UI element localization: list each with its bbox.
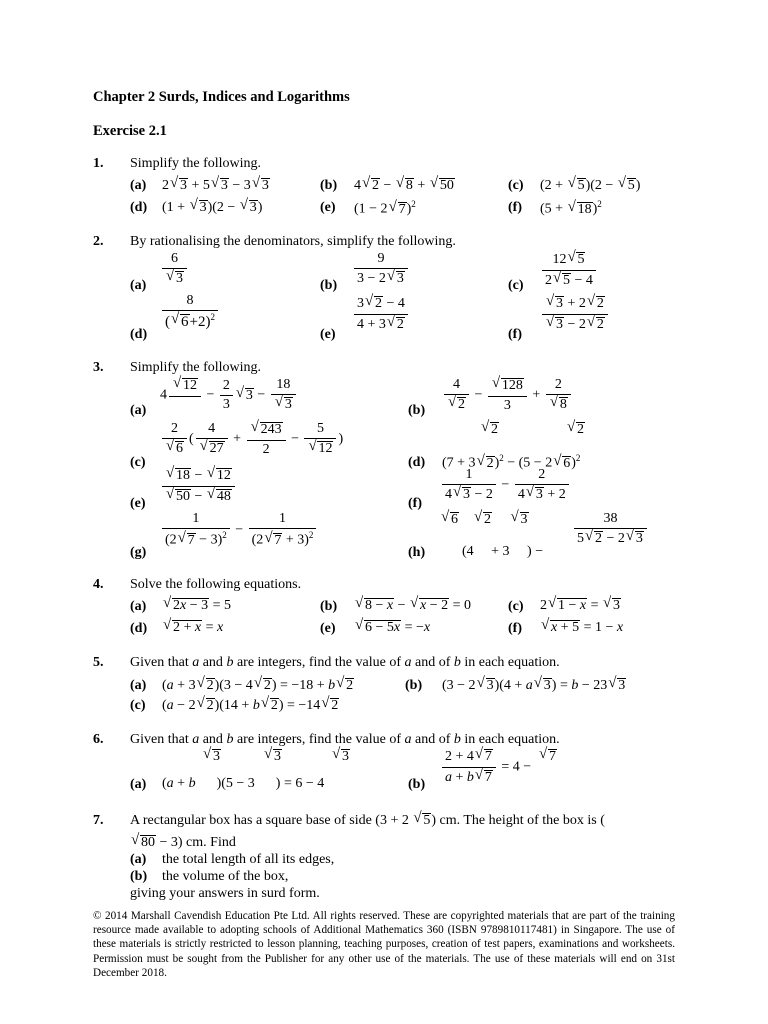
q5-number: 5. <box>93 655 104 670</box>
q2-label-c: (c) <box>508 278 524 293</box>
q7-part-b: the volume of the box, <box>162 869 289 884</box>
q6-label-a: (a) <box>130 777 147 792</box>
q4-expr-a: √ 2x − 3 = 5 <box>162 598 231 614</box>
q4-label-d: (d) <box>130 621 148 636</box>
q2-label-d: (d) <box>130 327 148 342</box>
q1-number: 1. <box>93 156 104 171</box>
q5-expr-b: (3 − 2√ 3)(4 + a√ 3) = b − 23√ 3 <box>442 678 626 694</box>
q1-expr-e: (1 − 2√ 7)$^2$ <box>354 200 416 217</box>
q2-label-f: (f) <box>508 327 522 342</box>
q3-expr-b: 4 √ 2 − √ $\frac{128}{3}$ + 2 √ 8 <box>442 378 573 413</box>
q6-prompt: Given that a and b are integers, find the value of a and of b in each equation. <box>130 732 560 747</box>
q3-label-d: (d) <box>408 455 426 470</box>
chapter-title: Chapter 2 Surds, Indices and Logarithms <box>93 89 350 105</box>
exercise-title: Exercise 2.1 <box>93 123 167 139</box>
q7-line2: √ 80 − 3) cm. Find <box>130 835 236 851</box>
q3-label-h: (h) <box>408 545 426 560</box>
q4-expr-d: √ 2 + x = x <box>162 620 223 636</box>
q3-label-g: (g) <box>130 545 147 560</box>
q7-part-a: the total length of all its edges, <box>162 852 335 867</box>
q1-expr-d: (1 + √ 3)(2 − √ 3) <box>162 200 262 216</box>
q3-label-b: (b) <box>408 403 426 418</box>
q4-expr-b: √ 8 − x − √ x − 2 = 0 <box>354 598 471 614</box>
q3-b-divisor-2: √ 2 <box>566 422 585 438</box>
q3-expr-f: $\frac{1}{4√ 3 - 2}$ − $\frac{2}{4√ 3 + 2}$ <box>440 468 571 503</box>
q6-a-roots: √ 3 √ 3 √ 3 <box>202 749 350 765</box>
q4-expr-c: 2√ 1 − x = √ 3 <box>540 598 621 614</box>
q4-number: 4. <box>93 577 104 592</box>
q6-label-b: (b) <box>408 777 426 792</box>
q5-label-a: (a) <box>130 678 147 693</box>
q3-expr-h-body: (4 + 3 ) − <box>462 544 544 559</box>
q4-label-a: (a) <box>130 599 147 614</box>
q2-prompt: By rationalising the denominators, simplify the following. <box>130 234 456 249</box>
q2-expr-e: $\frac{3√ 2 - 4}{4 + 3√ 2}$ <box>352 296 410 332</box>
q5-label-b: (b) <box>405 678 423 693</box>
q4-label-b: (b) <box>320 599 338 614</box>
q7-number: 7. <box>93 813 104 828</box>
q3-label-e: (e) <box>130 496 146 511</box>
q2-expr-b: $\frac{9}{3 - 2√ 3}$ <box>352 252 410 287</box>
q4-label-c: (c) <box>508 599 524 614</box>
q3-label-f: (f) <box>408 496 422 511</box>
q2-expr-d: $\frac{8}{(√ 6+2)^2}$ <box>160 294 220 331</box>
q7-label-a: (a) <box>130 852 147 867</box>
q4-expr-f: √ x + 5 = 1 − x <box>540 620 623 636</box>
q2-expr-f: √ 3 + 2√ 2 √ 3 − 2√ 2 <box>540 296 610 332</box>
q2-label-b: (b) <box>320 278 338 293</box>
q6-number: 6. <box>93 732 104 747</box>
q5-label-c: (c) <box>130 698 146 713</box>
q1-expr-f: (5 + √ 18)$^2$ <box>540 200 602 217</box>
q1-label-c: (c) <box>508 178 524 193</box>
q3-expr-h-frac: $\frac{38}{5√ 2 - 2√ 3}$ <box>572 512 649 547</box>
q6-expr-a: (a + b )(5 − 3 ) = 6 − 4 <box>162 776 325 791</box>
q2-number: 2. <box>93 234 104 249</box>
q5-expr-a: (a + 3√ 2)(3 − 4√ 2) = −18 + b√ 2 <box>162 678 354 694</box>
q1-expr-c: (2 + √ 5)(2 − √ 5) <box>540 178 640 194</box>
q2-expr-a: 6 √ 3 <box>160 252 189 287</box>
q2-label-a: (a) <box>130 278 147 293</box>
q3-expr-g: $\frac{1}{(2√ 7 - 3)^2}$ − $\frac{1}{(2√ 7 + 3)^2}$ <box>160 512 318 548</box>
q1-expr-a: 2√ 3 + 5√ 3 − 3√ 3 <box>162 178 270 194</box>
q6-expr-b: $\frac{2 + 4√ 7}{a + b√ 7}$ = 4 − <box>440 749 531 785</box>
q3-label-c: (c) <box>130 455 146 470</box>
q4-label-f: (f) <box>508 621 522 636</box>
q7-closing: giving your answers in surd form. <box>130 886 320 901</box>
q3-expr-d: (7 + 3√ 2)$^2$ − (5 − 2√ 6)$^2$ <box>442 454 580 471</box>
q6-b-root: √ 7 <box>538 749 557 765</box>
q5-prompt: Given that a and b are integers, find the value of a and of b in each equation. <box>130 655 560 670</box>
q1-label-a: (a) <box>130 178 147 193</box>
q1-expr-b: 4√ 2 − √ 8 + √ 50 <box>354 178 455 194</box>
q1-label-b: (b) <box>320 178 338 193</box>
q1-label-d: (d) <box>130 200 148 215</box>
q3-label-a: (a) <box>130 403 147 418</box>
q3-expr-e: √ 18 − √ 12 √ 50 − √ 48 <box>160 468 237 504</box>
q3-expr-a: 4 √ 12 − $\frac{2}{3}$ √ 3 − 18 √ 3 <box>160 378 298 413</box>
q3-b-divisor-1: √ 2 <box>480 422 499 438</box>
q1-label-e: (e) <box>320 200 336 215</box>
q7-label-b: (b) <box>130 869 148 884</box>
q3-number: 3. <box>93 360 104 375</box>
q4-prompt: Solve the following equations. <box>130 577 302 592</box>
q3-expr-h: √ 6 √ 2 √ 3 <box>440 512 529 528</box>
q4-label-e: (e) <box>320 621 336 636</box>
q5-expr-c: (a − 2√ 2)(14 + b√ 2) = −14√ 2 <box>162 698 339 714</box>
q2-label-e: (e) <box>320 327 336 342</box>
q7-line1: A rectangular box has a square base of side (3 + 2 √ 5) cm. The height of the box is ( <box>130 813 605 829</box>
q1-prompt: Simplify the following. <box>130 156 262 171</box>
q3-expr-c: 2 √ 6 ( 4 √ 27 + √ $\frac{243}{2}$ − 5 √ 12 ) <box>160 422 343 457</box>
q3-prompt: Simplify the following. <box>130 360 262 375</box>
q1-label-f: (f) <box>508 200 522 215</box>
q4-expr-e: √ 6 − 5x = −x <box>354 620 430 636</box>
q2-expr-c: $\frac{12√ 5}{2√ 5 - 4}$ <box>540 252 598 288</box>
copyright-notice: © 2014 Marshall Cavendish Education Pte Ltd. All rights reserved. These are copyrighted materials that are part of the training resource made available to adopting schools of Additional Mathematics 360 (ISBN 9789810117481) in Singapore. The use of these materials is strictly restricted to lesson planning, teaching purposes, creation of test papers, examinations and worksheets. Permission must be sought from the Publisher for any other use of the materials. The use of these materials will end on 31st December 2018. <box>93 910 675 979</box>
